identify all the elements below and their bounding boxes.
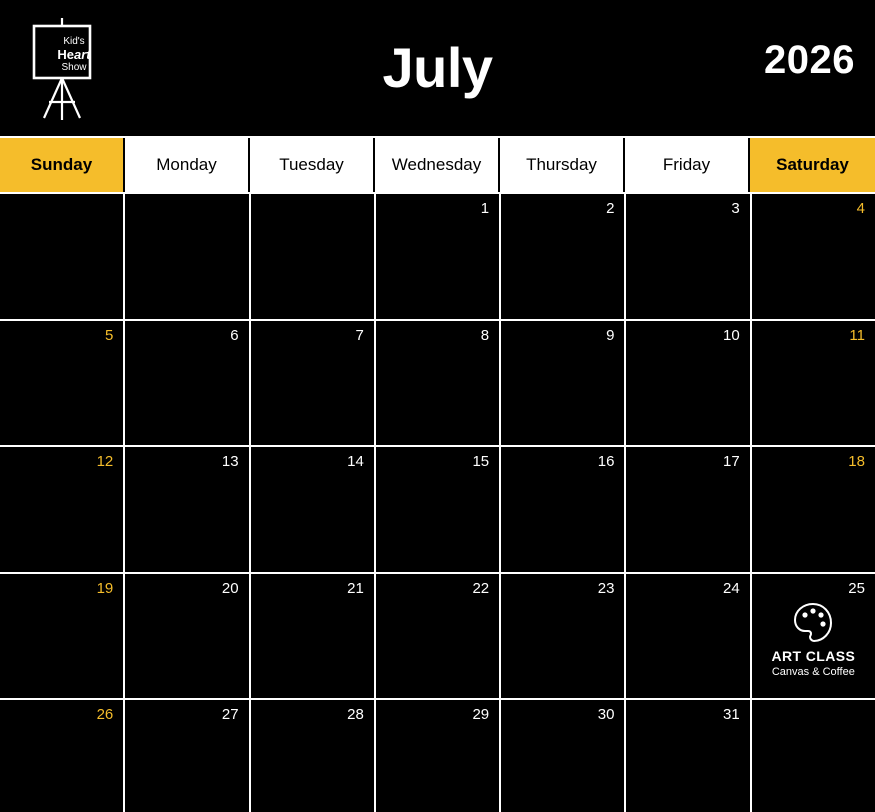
day-number: 18 (848, 453, 865, 470)
calendar-cell[interactable] (501, 574, 624, 699)
calendar-cell[interactable] (251, 700, 374, 812)
calendar-cell[interactable] (626, 700, 749, 812)
day-number: 31 (723, 706, 740, 723)
weekday-header-row (0, 136, 875, 192)
day-number: 11 (849, 326, 865, 344)
calendar-cell[interactable] (752, 447, 875, 572)
calendar-cell[interactable] (501, 321, 624, 446)
logo-line-3: Show (61, 62, 87, 73)
calendar-cell[interactable] (376, 321, 499, 446)
calendar-cell[interactable] (125, 700, 248, 812)
weekday-tuesday: Tuesday (250, 138, 375, 192)
calendar-cell-empty (125, 194, 248, 319)
calendar-cell[interactable] (752, 574, 875, 699)
weekday-friday: Friday (625, 138, 750, 192)
day-number: 28 (347, 706, 364, 723)
calendar-cell[interactable] (626, 321, 749, 446)
calendar-header (0, 0, 875, 136)
weekday-monday: Monday (125, 138, 250, 192)
day-number: 12 (96, 453, 114, 470)
year-title: 2026 (764, 38, 855, 82)
day-number: 26 (96, 706, 114, 723)
month-title: July (382, 36, 493, 99)
day-number: 25 (848, 579, 865, 597)
day-number: 23 (597, 579, 615, 597)
day-number: 9 (606, 326, 615, 344)
day-number: 29 (472, 706, 490, 723)
calendar-cell-empty (752, 700, 875, 812)
calendar-cell[interactable] (125, 447, 248, 572)
calendar-cell[interactable] (752, 194, 875, 319)
day-number: 14 (347, 453, 364, 470)
day-number: 19 (96, 579, 114, 597)
calendar-cell[interactable] (376, 574, 499, 699)
logo-line-2b: art (74, 47, 91, 62)
day-number: 21 (347, 579, 364, 597)
day-number: 5 (104, 326, 114, 344)
day-number: 30 (597, 706, 615, 723)
day-number: 2 (606, 200, 615, 217)
weekday-sunday: Sunday (0, 138, 125, 192)
logo-line-2a: He (57, 47, 74, 62)
calendar-event[interactable] (752, 600, 875, 678)
day-number: 16 (597, 453, 615, 470)
day-number: 10 (723, 326, 740, 344)
weekday-saturday: Saturday (750, 138, 875, 192)
calendar-cell[interactable] (501, 194, 624, 319)
day-number: 13 (221, 453, 239, 470)
calendar-cell[interactable] (251, 447, 374, 572)
calendar-cell[interactable] (501, 447, 624, 572)
calendar-cell[interactable] (752, 321, 875, 446)
day-number: 15 (472, 453, 490, 470)
calendar-cell[interactable] (0, 447, 123, 572)
calendar-cell[interactable] (0, 700, 123, 812)
calendar-cell[interactable] (125, 574, 248, 699)
day-number: 3 (731, 200, 740, 217)
calendar-cell[interactable] (376, 447, 499, 572)
calendar-cell[interactable] (251, 574, 374, 699)
event-title: ART CLASS (771, 647, 856, 664)
calendar-cell[interactable] (501, 700, 624, 812)
weekday-wednesday: Wednesday (375, 138, 500, 192)
day-number: 17 (723, 453, 740, 470)
calendar-cell[interactable] (376, 700, 499, 812)
weekday-thursday: Thursday (500, 138, 625, 192)
calendar-cell[interactable] (626, 574, 749, 699)
calendar-cell-empty (0, 194, 123, 319)
day-number: 24 (723, 579, 740, 597)
day-number: 20 (221, 579, 239, 597)
logo-line-1: Kid's (63, 36, 85, 47)
calendar-cell[interactable] (0, 321, 123, 446)
calendar-cell-empty (251, 194, 374, 319)
calendar-cell[interactable] (376, 194, 499, 319)
day-number: 8 (480, 326, 490, 344)
day-number: 7 (355, 326, 364, 344)
event-subtitle: Canvas & Coffee (771, 665, 855, 678)
calendar-cell[interactable] (125, 321, 248, 446)
day-number: 22 (472, 579, 490, 597)
calendar-cell[interactable] (626, 447, 749, 572)
day-number: 6 (230, 326, 239, 344)
day-number: 27 (221, 706, 239, 723)
calendar-cell[interactable] (251, 321, 374, 446)
calendar-cell[interactable] (0, 574, 123, 699)
day-number: 4 (856, 200, 865, 217)
palette-icon (790, 600, 836, 646)
calendar-cell[interactable] (626, 194, 749, 319)
calendar-grid (0, 192, 875, 812)
day-number: 1 (480, 200, 490, 217)
